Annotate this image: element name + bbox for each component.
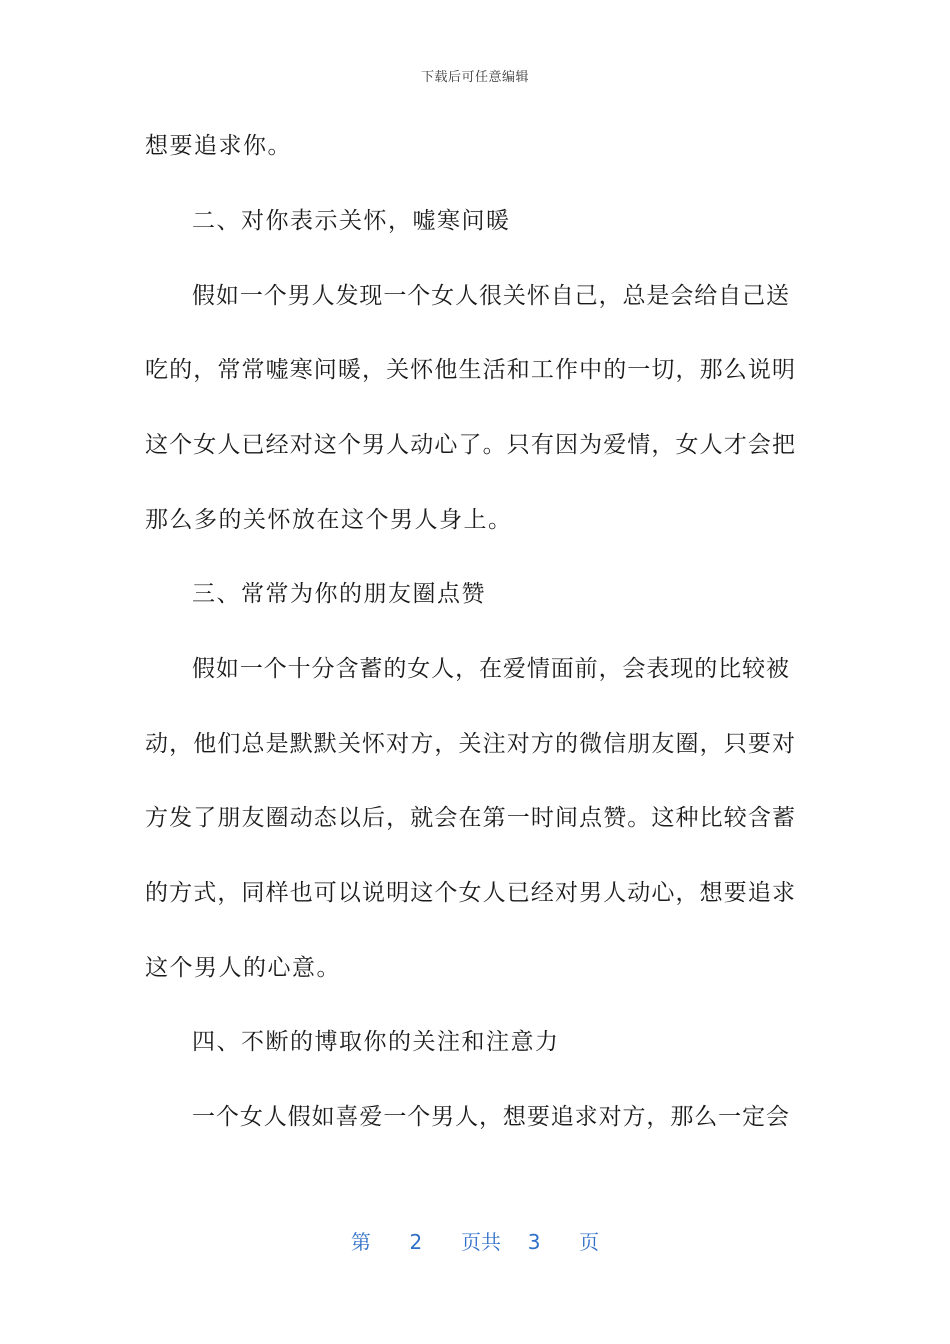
text-line: 吃的，常常嘘寒问暖，关怀他生活和工作中的一切，那么说明 [145, 357, 795, 383]
text-line: 假如一个男人发现一个女人很关怀自己，总是会给自己送 [192, 283, 789, 309]
page-header: 下载后可任意编辑 [420, 70, 529, 85]
section-heading: 三、常常为你的朋友圈点赞 [192, 581, 486, 607]
text-line: 这个男人的心意。 [145, 955, 341, 981]
text-line: 的方式，同样也可以说明这个女人已经对男人动心，想要追求 [145, 880, 795, 906]
text-line: 方发了朋友圈动态以后，就会在第一时间点赞。这种比较含蓄 [145, 805, 795, 831]
text-line: 想要追求你。 [145, 133, 292, 159]
section-heading: 二、对你表示关怀，嘘寒问暖 [192, 208, 511, 234]
text-line: 那么多的关怀放在这个男人身上。 [145, 507, 513, 533]
text-line: 动，他们总是默默关怀对方，关注对方的微信朋友圈，只要对 [145, 731, 795, 757]
footer-prefix: 第 [350, 1230, 371, 1254]
footer-middle: 页共 [461, 1230, 501, 1254]
page-footer [0, 1226, 950, 1255]
text-line: 一个女人假如喜爱一个男人，想要追求对方，那么一定会 [192, 1104, 789, 1130]
text-line: 这个女人已经对这个男人动心了。只有因为爱情，女人才会把 [145, 432, 795, 458]
footer-suffix: 页 [579, 1230, 600, 1254]
text-line: 假如一个十分含蓄的女人，在爱情面前，会表现的比较被 [192, 656, 789, 682]
section-heading: 四、不断的博取你的关注和注意力 [192, 1029, 560, 1055]
total-pages-number: 3 [527, 1230, 541, 1254]
current-page-number: 2 [409, 1230, 423, 1254]
